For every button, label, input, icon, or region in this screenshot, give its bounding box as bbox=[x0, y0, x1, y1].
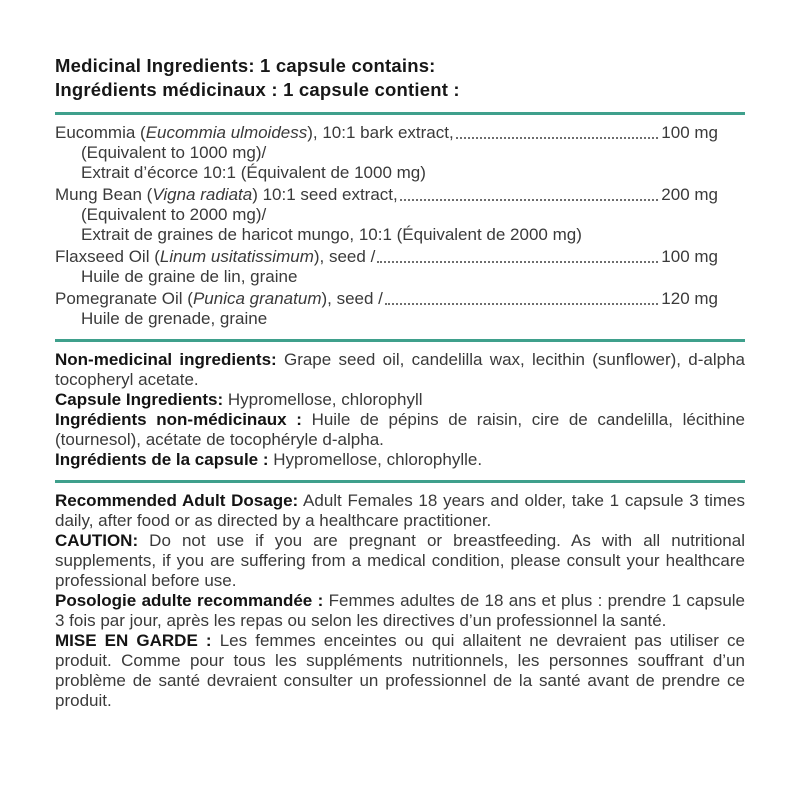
paragraph-text: Hypromellose, chlorophylle. bbox=[273, 450, 483, 469]
medicinal-ingredients-section bbox=[55, 123, 745, 329]
ingredient-row bbox=[55, 247, 745, 267]
ingredient-name: Pomegranate Oil (Punica granatum), seed / bbox=[55, 289, 383, 308]
paragraph-caution-fr bbox=[55, 631, 745, 711]
paragraph-lead: CAUTION: bbox=[55, 531, 139, 550]
ingredient-row bbox=[55, 123, 745, 143]
latin-name: Eucommia ulmoidess bbox=[145, 123, 308, 142]
header-line-en: Medicinal Ingredients: 1 capsule contains: bbox=[55, 55, 436, 76]
ingredient-amount: 100 mg bbox=[661, 247, 718, 266]
latin-name: Vigna radiata bbox=[152, 185, 253, 204]
ingredient-item-mung-bean bbox=[55, 185, 745, 245]
paragraph-lead: Recommended Adult Dosage: bbox=[55, 491, 299, 510]
paragraph-text: Adult Females 18 years and older, take 1 capsule 3 times daily, after food or as directed by a healthcare practitioner. bbox=[55, 491, 745, 530]
paragraph-non-medicinal-fr bbox=[55, 410, 745, 450]
ingredient-item-pomegranate-oil bbox=[55, 289, 745, 329]
paragraph-lead: MISE EN GARDE : bbox=[55, 631, 212, 650]
ingredient-amount: 200 mg bbox=[661, 185, 718, 204]
ingredient-subline: Extrait d’écorce 10:1 (Équivalent de 1000 mg) bbox=[81, 163, 426, 182]
ingredient-item-eucommia bbox=[55, 123, 745, 183]
divider-rule-top bbox=[55, 112, 745, 115]
paragraph-lead: Posologie adulte recommandée : bbox=[55, 591, 324, 610]
paragraph-text: Hypromellose, chlorophyll bbox=[227, 390, 423, 409]
ingredient-row bbox=[55, 185, 745, 205]
paragraph-text: Huile de pépins de raisin, cire de candelilla, lécithine (tournesol), acétate de tocophéryle d-alpha. bbox=[55, 410, 745, 449]
dotted-leader bbox=[400, 185, 659, 201]
paragraph-text: Les femmes enceintes ou qui allaitent ne devraient pas utiliser ce produit. Comme pour tous les suppléments nutritionnels, les personnes souffrant d’un problème de santé devraient consulter un professionnel de la santé avant de prendre ce produit. bbox=[55, 631, 745, 710]
ingredient-name: Flaxseed Oil (Linum usitatissimum), seed / bbox=[55, 247, 376, 266]
non-medicinal-section bbox=[55, 350, 745, 470]
ingredient-amount: 100 mg bbox=[661, 123, 718, 142]
paragraph-lead: Ingrédients de la capsule : bbox=[55, 450, 269, 469]
ingredient-row bbox=[55, 289, 745, 309]
paragraph-dosage-en bbox=[55, 491, 745, 531]
dotted-leader bbox=[377, 247, 658, 263]
paragraph-capsule-en bbox=[55, 390, 745, 410]
dotted-leader bbox=[385, 289, 658, 305]
paragraph-text: Grape seed oil, candelilla wax, lecithin (sunflower), d-alpha tocopheryl acetate. bbox=[55, 350, 745, 389]
ingredient-subline: Huile de grenade, graine bbox=[81, 309, 268, 328]
ingredient-name: Eucommia (Eucommia ulmoidess), 10:1 bark extract, bbox=[55, 123, 454, 142]
ingredient-subline: Extrait de graines de haricot mungo, 10:1 (Équivalent de 2000 mg) bbox=[81, 225, 582, 244]
ingredient-subline: (Equivalent to 1000 mg)/ bbox=[81, 143, 267, 162]
paragraph-caution-en bbox=[55, 531, 745, 591]
dotted-leader bbox=[456, 123, 659, 139]
dosage-section bbox=[55, 491, 745, 711]
latin-name: Linum usitatissimum bbox=[159, 247, 314, 266]
paragraph-lead: Capsule Ingredients: bbox=[55, 390, 224, 409]
ingredient-subline: (Equivalent to 2000 mg)/ bbox=[81, 205, 267, 224]
latin-name: Punica granatum bbox=[192, 289, 322, 308]
ingredient-amount: 120 mg bbox=[661, 289, 718, 308]
header-line-fr: Ingrédients médicinaux : 1 capsule contient : bbox=[55, 79, 460, 100]
label-header bbox=[55, 54, 745, 102]
ingredient-subline: Huile de graine de lin, graine bbox=[81, 267, 298, 286]
divider-rule-middle bbox=[55, 339, 745, 342]
ingredient-item-flaxseed-oil bbox=[55, 247, 745, 287]
paragraph-text: Do not use if you are pregnant or breastfeeding. As with all nutritional supplements, if you are suffering from a medical condition, please consult your healthcare professional before use. bbox=[55, 531, 745, 590]
paragraph-non-medicinal-en bbox=[55, 350, 745, 390]
paragraph-text: Femmes adultes de 18 ans et plus : prendre 1 capsule 3 fois par jour, après les repas ou selon les directives d’un professionnel la santé. bbox=[55, 591, 746, 630]
divider-rule-bottom bbox=[55, 480, 745, 483]
paragraph-capsule-fr bbox=[55, 450, 745, 470]
paragraph-lead: Non-medicinal ingredients: bbox=[55, 350, 277, 369]
paragraph-dosage-fr bbox=[55, 591, 745, 631]
paragraph-lead: Ingrédients non-médicinaux : bbox=[55, 410, 302, 429]
ingredient-name: Mung Bean (Vigna radiata) 10:1 seed extract, bbox=[55, 185, 398, 204]
